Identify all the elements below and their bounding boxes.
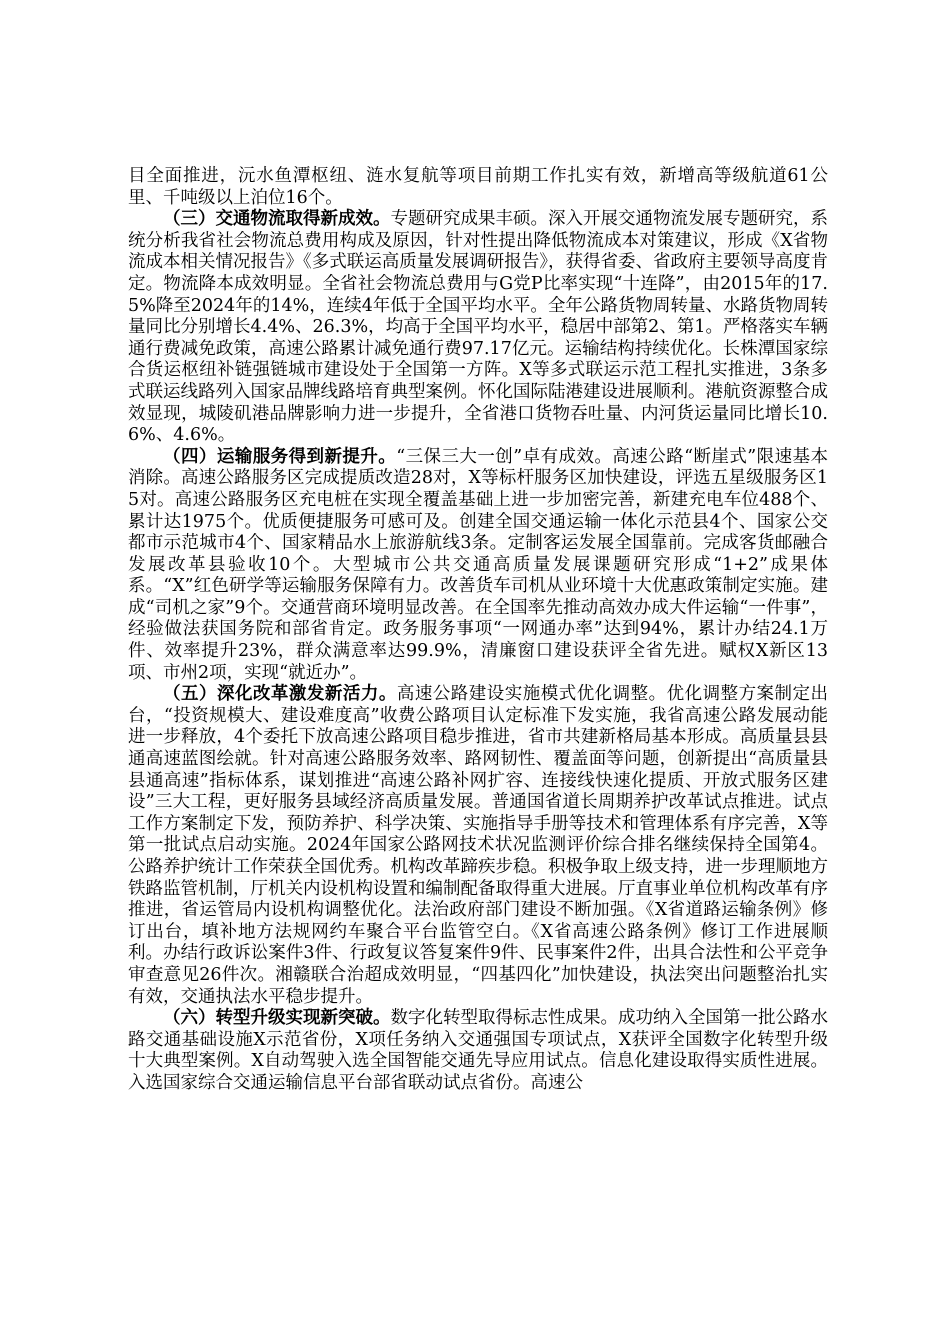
paragraph-section-3 xyxy=(128,209,828,447)
paragraph-body: 专题研究成果丰硕。深入开展交通物流发展专题研究，系统分析我省社会物流总费用构成及原因，针对性提出降低物流成本对策建议，形成《X省物流成本相关情况报告》《多式联运高质量发展调研报告》，获得省委、省政府主要领导高度肯定。物流降本成效明显。全省社会物流总费用与G党P比率实现“十连降”，由2015年的17.5%降至2024年的14%，连续4年低于全国平均水平。全年公路货物周转量、水路货物周转量同比分别增长4.4%、26.3%，均高于全国平均水平，稳居中部第2、第1。严格落实车辆通行费减免政策，高速公路累计减免通行费97.17亿元。运输结构持续优化。长株潭国家综合货运枢纽补链强链城市建设处于全国第一方阵。X等多式联运示范工程扎实推进，3条多式联运线路列入国家品牌线路培育典型案例。怀化国际陆港建设进展顺利。港航资源整合成效显现，城陵矶港品牌影响力进一步提升，全省港口货物吞吐量、内河货运量同比增长10.6%、4.6%。 xyxy=(128,209,828,446)
section-heading: （五）深化改革激发新活力。 xyxy=(163,684,397,705)
paragraph-section-5 xyxy=(128,684,828,1008)
paragraph-body: “三保三大一创”卓有成效。高速公路“断崖式”限速基本消除。高速公路服务区完成提质改造28对，X等标杆服务区加快建设，评选五星级服务区15对。高速公路服务区充电桩在实现全覆盖基础上进一步加密完善，新建充电车位488个、累计达1975个。优质便捷服务可感可及。创建全国交通运输一体化示范县4个、国家公交都市示范城市4个、国家精品水上旅游航线3条。定制客运发展全国靠前。完成客货邮融合发展改革县验收10个。大型城市公共交通高质量发展课题研究形成“1+2”成果体系。“X”红色研学等运输服务保障有力。改善货车司机从业环境十大优惠政策制定实施。建成“司机之家”9个。交通营商环境明显改善。在全国率先推动高效办成大件运输“一件事”，经验做法获国务院和部省肯定。政务服务事项“一网通办率”达到94%，累计办结24.1万件、效率提升23%，群众满意率达99.9%，清廉窗口建设获评全省先进。赋权X新区13项、市州2项，实现“就近办”。 xyxy=(128,446,828,683)
paragraph-body: 数字化转型取得标志性成果。成功纳入全国第一批公路水路交通基础设施X示范省份，X项任务纳入交通强国专项试点，X获评全国数字化转型升级十大典型案例。X自动驾驶入选全国智能交通先导应用试点。信息化建设取得实质性进展。入选国家综合交通运输信息平台部省联动试点省份。高速公 xyxy=(128,1008,828,1093)
paragraph-body: 目全面推进，沅水鱼潭枢纽、涟水复航等项目前期工作扎实有效，新增高等级航道61公里、千吨级以上泊位16个。 xyxy=(128,166,828,208)
paragraph-body: 高速公路建设实施模式优化调整。优化调整方案制定出台，“投资规模大、建设难度高”收费公路项目认定标准下发实施，我省高速公路发展动能进一步释放，4个委托下放高速公路项目稳步推进，省市共建新格局基本形成。高质量县县通高速蓝图绘就。针对高速公路服务效率、路网韧性、覆盖面等问题，创新提出“高质量县县通高速”指标体系，谋划推进“高速公路补网扩容、连接线快速化提质、开放式服务区建设”三大工程，更好服务县域经济高质量发展。普通国省道长周期养护改革试点推进。试点工作方案制定下发，预防养护、科学决策、实施指导手册等技术和管理体系有序完善，X等第一批试点启动实施。2024年国家公路网技术状况监测评价综合排名继续保持全国第4。公路养护统计工作荣获全国优秀。机构改革蹄疾步稳。积极争取上级支持，进一步理顺地方铁路监管机制，厅机关内设机构设置和编制配备取得重大进展。厅直事业单位机构改革有序推进，省运管局内设机构调整优化。法治政府部门建设不断加强。《X省道路运输条例》修订出台，填补地方法规网约车聚合平台监管空白。《X省高速公路条例》修订工作进展顺利。办结行政诉讼案件3件、行政复议答复案件9件、民事案件2件，出具合法性和公平竞争审查意见26件次。湘赣联合治超成效明显，“四基四化”加快建设，执法突出问题整治扎实有效，交通执法水平稳步提升。 xyxy=(128,684,829,1007)
paragraph-section-4 xyxy=(128,447,828,685)
paragraph-section-6 xyxy=(128,1008,828,1094)
paragraph-continuation xyxy=(128,166,828,209)
section-heading: （三）交通物流取得新成效。 xyxy=(163,209,391,230)
section-heading: （四）运输服务得到新提升。 xyxy=(163,446,397,467)
section-heading: （六）转型升级实现新突破。 xyxy=(163,1008,391,1029)
document-page xyxy=(128,166,828,1095)
